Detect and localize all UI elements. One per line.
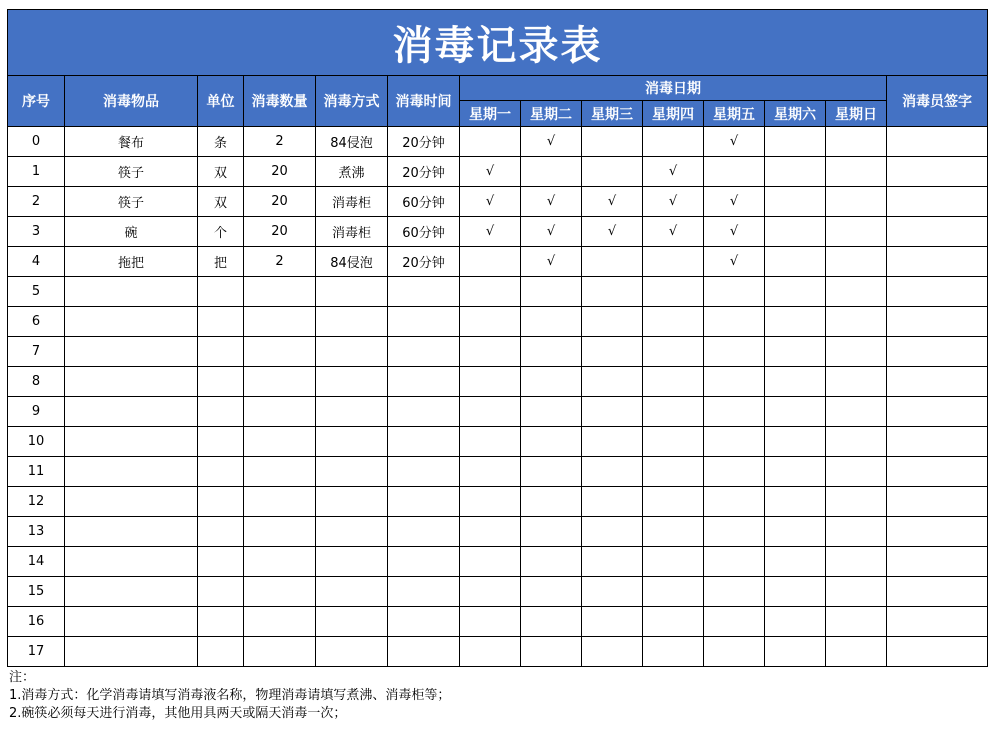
table-row (8, 277, 988, 307)
cell-day-monday[interactable] (460, 607, 521, 637)
cell-signer[interactable] (887, 307, 988, 337)
cell-day-monday[interactable] (460, 457, 521, 487)
cell-item[interactable] (65, 397, 198, 427)
cell-day-tuesday[interactable] (521, 487, 582, 517)
header-day-sunday[interactable]: 星期日 (826, 101, 887, 127)
notes-heading: 注： (9, 670, 36, 685)
cell-day-wednesday[interactable] (582, 337, 643, 367)
cell-day-sunday[interactable] (826, 487, 887, 517)
cell-day-wednesday[interactable] (582, 277, 643, 307)
cell-day-sunday[interactable] (826, 577, 887, 607)
cell-signer[interactable] (887, 187, 988, 217)
cell-method[interactable] (316, 607, 388, 637)
cell-day-tuesday[interactable] (521, 517, 582, 547)
record-table (7, 9, 988, 667)
cell-day-tuesday[interactable] (521, 337, 582, 367)
cell-item[interactable]: 筷子 (65, 157, 198, 187)
cell-seq[interactable]: 9 (8, 397, 65, 427)
cell-day-sunday[interactable] (826, 157, 887, 187)
header-item[interactable]: 消毒物品 (65, 76, 198, 127)
cell-seq[interactable]: 3 (8, 217, 65, 247)
cell-day-sunday[interactable] (826, 307, 887, 337)
cell-day-friday[interactable]: √ (704, 247, 765, 277)
cell-seq[interactable]: 10 (8, 427, 65, 457)
disinfection-record-sheet (7, 9, 987, 667)
cell-duration[interactable] (388, 367, 460, 397)
cell-item[interactable]: 拖把 (65, 247, 198, 277)
cell-day-wednesday[interactable] (582, 487, 643, 517)
cell-day-thursday[interactable] (643, 307, 704, 337)
cell-unit[interactable] (198, 427, 244, 457)
cell-day-thursday[interactable]: √ (643, 187, 704, 217)
cell-unit[interactable]: 条 (198, 127, 244, 157)
cell-day-saturday[interactable] (765, 187, 826, 217)
cell-day-sunday[interactable] (826, 607, 887, 637)
cell-item[interactable]: 餐布 (65, 127, 198, 157)
cell-unit[interactable] (198, 607, 244, 637)
cell-day-monday[interactable]: √ (460, 157, 521, 187)
cell-duration[interactable] (388, 577, 460, 607)
cell-day-thursday[interactable] (643, 487, 704, 517)
cell-item[interactable] (65, 577, 198, 607)
cell-item[interactable] (65, 307, 198, 337)
cell-signer[interactable] (887, 157, 988, 187)
cell-day-sunday[interactable] (826, 217, 887, 247)
cell-signer[interactable] (887, 547, 988, 577)
cell-signer[interactable] (887, 277, 988, 307)
cell-day-saturday[interactable] (765, 277, 826, 307)
cell-quantity[interactable]: 20 (244, 217, 316, 247)
table-row (8, 187, 988, 217)
header-day-tuesday[interactable]: 星期二 (521, 101, 582, 127)
cell-unit[interactable] (198, 517, 244, 547)
cell-day-wednesday[interactable] (582, 637, 643, 667)
cell-signer[interactable] (887, 637, 988, 667)
cell-item[interactable]: 筷子 (65, 187, 198, 217)
cell-day-thursday[interactable] (643, 547, 704, 577)
cell-day-tuesday[interactable] (521, 607, 582, 637)
cell-day-wednesday[interactable] (582, 127, 643, 157)
header-day-wednesday[interactable]: 星期三 (582, 101, 643, 127)
cell-item[interactable] (65, 487, 198, 517)
cell-signer[interactable] (887, 367, 988, 397)
cell-day-monday[interactable] (460, 307, 521, 337)
table-row (8, 427, 988, 457)
cell-quantity[interactable] (244, 487, 316, 517)
cell-day-thursday[interactable] (643, 427, 704, 457)
table-row (8, 487, 988, 517)
cell-duration[interactable]: 60分钟 (388, 187, 460, 217)
cell-day-tuesday[interactable] (521, 277, 582, 307)
cell-method[interactable] (316, 547, 388, 577)
cell-day-wednesday[interactable] (582, 307, 643, 337)
cell-seq[interactable]: 5 (8, 277, 65, 307)
cell-day-friday[interactable]: √ (704, 217, 765, 247)
table-row (8, 397, 988, 427)
cell-item[interactable] (65, 547, 198, 577)
cell-unit[interactable] (198, 277, 244, 307)
cell-day-saturday[interactable] (765, 427, 826, 457)
cell-day-friday[interactable] (704, 337, 765, 367)
cell-method[interactable]: 84侵泡 (316, 247, 388, 277)
cell-day-thursday[interactable] (643, 397, 704, 427)
cell-day-wednesday[interactable] (582, 427, 643, 457)
cell-day-wednesday[interactable] (582, 457, 643, 487)
cell-day-tuesday[interactable] (521, 367, 582, 397)
cell-day-tuesday[interactable] (521, 577, 582, 607)
sheet-title[interactable]: 消毒记录表 (8, 10, 988, 76)
cell-day-friday[interactable] (704, 607, 765, 637)
cell-day-sunday[interactable] (826, 517, 887, 547)
table-row (8, 457, 988, 487)
cell-day-sunday[interactable] (826, 547, 887, 577)
cell-duration[interactable] (388, 307, 460, 337)
cell-day-monday[interactable] (460, 367, 521, 397)
table-body (8, 127, 988, 667)
cell-day-thursday[interactable] (643, 637, 704, 667)
cell-unit[interactable] (198, 577, 244, 607)
cell-day-tuesday[interactable] (521, 637, 582, 667)
cell-unit[interactable] (198, 307, 244, 337)
header-day-saturday[interactable]: 星期六 (765, 101, 826, 127)
cell-unit[interactable]: 双 (198, 187, 244, 217)
cell-day-monday[interactable]: √ (460, 217, 521, 247)
cell-signer[interactable] (887, 127, 988, 157)
cell-day-sunday[interactable] (826, 457, 887, 487)
cell-day-friday[interactable] (704, 367, 765, 397)
cell-day-thursday[interactable]: √ (643, 217, 704, 247)
cell-day-tuesday[interactable]: √ (521, 127, 582, 157)
cell-day-wednesday[interactable] (582, 367, 643, 397)
table-row (8, 337, 988, 367)
cell-day-friday[interactable] (704, 427, 765, 457)
cell-day-saturday[interactable] (765, 607, 826, 637)
cell-day-wednesday[interactable] (582, 247, 643, 277)
cell-day-friday[interactable] (704, 517, 765, 547)
cell-duration[interactable]: 20分钟 (388, 127, 460, 157)
cell-day-tuesday[interactable]: √ (521, 187, 582, 217)
cell-duration[interactable] (388, 337, 460, 367)
table-row (8, 607, 988, 637)
cell-method[interactable] (316, 427, 388, 457)
cell-day-wednesday[interactable] (582, 607, 643, 637)
cell-seq[interactable]: 15 (8, 577, 65, 607)
cell-day-thursday[interactable] (643, 277, 704, 307)
table-row (8, 517, 988, 547)
table-row (8, 577, 988, 607)
cell-unit[interactable] (198, 397, 244, 427)
cell-day-thursday[interactable] (643, 607, 704, 637)
cell-quantity[interactable]: 2 (244, 127, 316, 157)
cell-day-wednesday[interactable] (582, 397, 643, 427)
cell-seq[interactable]: 7 (8, 337, 65, 367)
cell-seq[interactable]: 2 (8, 187, 65, 217)
cell-day-saturday[interactable] (765, 337, 826, 367)
cell-seq[interactable]: 1 (8, 157, 65, 187)
cell-quantity[interactable]: 20 (244, 187, 316, 217)
cell-day-wednesday[interactable] (582, 577, 643, 607)
cell-day-tuesday[interactable] (521, 547, 582, 577)
header-day-monday[interactable]: 星期一 (460, 101, 521, 127)
cell-unit[interactable] (198, 337, 244, 367)
cell-day-monday[interactable] (460, 277, 521, 307)
notes-section (9, 669, 450, 723)
cell-signer[interactable] (887, 517, 988, 547)
cell-seq[interactable]: 0 (8, 127, 65, 157)
table-row (8, 547, 988, 577)
cell-day-sunday[interactable] (826, 277, 887, 307)
cell-day-friday[interactable]: √ (704, 127, 765, 157)
cell-day-monday[interactable]: √ (460, 187, 521, 217)
cell-day-monday[interactable] (460, 517, 521, 547)
header-disinfection-date[interactable]: 消毒日期 (460, 76, 887, 101)
cell-day-monday[interactable] (460, 577, 521, 607)
cell-day-saturday[interactable] (765, 487, 826, 517)
cell-duration[interactable] (388, 637, 460, 667)
cell-seq[interactable]: 11 (8, 457, 65, 487)
cell-day-tuesday[interactable]: √ (521, 217, 582, 247)
header-duration[interactable]: 消毒时间 (388, 76, 460, 127)
cell-seq[interactable]: 17 (8, 637, 65, 667)
cell-quantity[interactable] (244, 607, 316, 637)
cell-day-wednesday[interactable] (582, 157, 643, 187)
cell-day-saturday[interactable] (765, 547, 826, 577)
cell-method[interactable]: 煮沸 (316, 157, 388, 187)
cell-method[interactable]: 消毒柜 (316, 217, 388, 247)
cell-day-tuesday[interactable] (521, 427, 582, 457)
cell-quantity[interactable] (244, 547, 316, 577)
cell-day-saturday[interactable] (765, 367, 826, 397)
cell-method[interactable]: 消毒柜 (316, 187, 388, 217)
cell-day-thursday[interactable] (643, 337, 704, 367)
cell-day-friday[interactable] (704, 397, 765, 427)
cell-day-sunday[interactable] (826, 187, 887, 217)
cell-quantity[interactable] (244, 397, 316, 427)
cell-seq[interactable]: 12 (8, 487, 65, 517)
cell-quantity[interactable] (244, 367, 316, 397)
cell-method[interactable] (316, 637, 388, 667)
cell-seq[interactable]: 14 (8, 547, 65, 577)
cell-item[interactable] (65, 427, 198, 457)
cell-unit[interactable]: 把 (198, 247, 244, 277)
cell-day-tuesday[interactable] (521, 457, 582, 487)
cell-method[interactable] (316, 397, 388, 427)
cell-duration[interactable] (388, 547, 460, 577)
cell-item[interactable] (65, 277, 198, 307)
cell-duration[interactable] (388, 427, 460, 457)
cell-day-sunday[interactable] (826, 637, 887, 667)
cell-day-thursday[interactable] (643, 457, 704, 487)
cell-unit[interactable] (198, 457, 244, 487)
cell-day-saturday[interactable] (765, 127, 826, 157)
cell-seq[interactable]: 6 (8, 307, 65, 337)
cell-method[interactable] (316, 517, 388, 547)
cell-day-friday[interactable] (704, 157, 765, 187)
cell-quantity[interactable] (244, 577, 316, 607)
header-method[interactable]: 消毒方式 (316, 76, 388, 127)
cell-day-friday[interactable] (704, 457, 765, 487)
table-row (8, 217, 988, 247)
cell-unit[interactable]: 双 (198, 157, 244, 187)
cell-duration[interactable]: 60分钟 (388, 217, 460, 247)
cell-method[interactable] (316, 457, 388, 487)
cell-quantity[interactable] (244, 517, 316, 547)
cell-unit[interactable] (198, 637, 244, 667)
cell-unit[interactable] (198, 547, 244, 577)
cell-method[interactable] (316, 337, 388, 367)
cell-item[interactable]: 碗 (65, 217, 198, 247)
table-row (8, 637, 988, 667)
cell-day-saturday[interactable] (765, 637, 826, 667)
cell-day-friday[interactable] (704, 277, 765, 307)
cell-item[interactable] (65, 517, 198, 547)
cell-day-wednesday[interactable]: √ (582, 187, 643, 217)
cell-unit[interactable] (198, 487, 244, 517)
header-signer[interactable]: 消毒员签字 (887, 76, 988, 127)
header-day-thursday[interactable]: 星期四 (643, 101, 704, 127)
header-unit[interactable]: 单位 (198, 76, 244, 127)
cell-day-saturday[interactable] (765, 397, 826, 427)
cell-day-monday[interactable] (460, 487, 521, 517)
cell-method[interactable] (316, 577, 388, 607)
cell-day-saturday[interactable] (765, 217, 826, 247)
cell-signer[interactable] (887, 247, 988, 277)
cell-day-tuesday[interactable] (521, 157, 582, 187)
cell-method[interactable]: 84侵泡 (316, 127, 388, 157)
cell-seq[interactable]: 13 (8, 517, 65, 547)
cell-day-sunday[interactable] (826, 397, 887, 427)
cell-method[interactable] (316, 277, 388, 307)
cell-signer[interactable] (887, 397, 988, 427)
cell-day-saturday[interactable] (765, 457, 826, 487)
cell-day-thursday[interactable]: √ (643, 157, 704, 187)
cell-day-tuesday[interactable]: √ (521, 247, 582, 277)
cell-day-wednesday[interactable] (582, 547, 643, 577)
header-seq[interactable]: 序号 (8, 76, 65, 127)
cell-seq[interactable]: 8 (8, 367, 65, 397)
cell-signer[interactable] (887, 457, 988, 487)
cell-quantity[interactable] (244, 427, 316, 457)
cell-duration[interactable] (388, 277, 460, 307)
cell-method[interactable] (316, 367, 388, 397)
cell-signer[interactable] (887, 217, 988, 247)
cell-day-monday[interactable] (460, 637, 521, 667)
cell-unit[interactable]: 个 (198, 217, 244, 247)
cell-quantity[interactable]: 20 (244, 157, 316, 187)
cell-day-friday[interactable] (704, 637, 765, 667)
table-row (8, 367, 988, 397)
notes-line-1: 1.消毒方式：化学消毒请填写消毒液名称，物理消毒请填写煮沸、消毒柜等； (9, 688, 451, 703)
notes-line-2: 2.碗筷必须每天进行消毒，其他用具两天或隔天消毒一次； (9, 706, 347, 721)
cell-day-friday[interactable] (704, 307, 765, 337)
table-row (8, 307, 988, 337)
cell-day-saturday[interactable] (765, 577, 826, 607)
cell-quantity[interactable] (244, 337, 316, 367)
cell-quantity[interactable] (244, 637, 316, 667)
cell-seq[interactable]: 16 (8, 607, 65, 637)
cell-day-sunday[interactable] (826, 367, 887, 397)
cell-duration[interactable]: 20分钟 (388, 157, 460, 187)
cell-signer[interactable] (887, 607, 988, 637)
cell-day-saturday[interactable] (765, 307, 826, 337)
cell-signer[interactable] (887, 337, 988, 367)
cell-day-wednesday[interactable]: √ (582, 217, 643, 247)
cell-day-monday[interactable] (460, 547, 521, 577)
cell-day-wednesday[interactable] (582, 517, 643, 547)
cell-duration[interactable] (388, 457, 460, 487)
cell-day-monday[interactable] (460, 337, 521, 367)
cell-signer[interactable] (887, 427, 988, 457)
cell-method[interactable] (316, 307, 388, 337)
cell-day-sunday[interactable] (826, 247, 887, 277)
cell-day-sunday[interactable] (826, 337, 887, 367)
cell-day-saturday[interactable] (765, 517, 826, 547)
cell-duration[interactable] (388, 607, 460, 637)
cell-day-saturday[interactable] (765, 157, 826, 187)
cell-item[interactable] (65, 607, 198, 637)
cell-item[interactable] (65, 637, 198, 667)
table-row (8, 247, 988, 277)
cell-duration[interactable] (388, 517, 460, 547)
cell-day-tuesday[interactable] (521, 307, 582, 337)
cell-item[interactable] (65, 337, 198, 367)
cell-duration[interactable]: 20分钟 (388, 247, 460, 277)
cell-method[interactable] (316, 487, 388, 517)
cell-duration[interactable] (388, 397, 460, 427)
cell-day-friday[interactable]: √ (704, 187, 765, 217)
cell-day-monday[interactable] (460, 397, 521, 427)
cell-day-sunday[interactable] (826, 127, 887, 157)
table-row (8, 157, 988, 187)
cell-day-tuesday[interactable] (521, 397, 582, 427)
table-row (8, 127, 988, 157)
cell-item[interactable] (65, 367, 198, 397)
cell-duration[interactable] (388, 487, 460, 517)
cell-signer[interactable] (887, 487, 988, 517)
cell-quantity[interactable] (244, 457, 316, 487)
cell-item[interactable] (65, 457, 198, 487)
cell-quantity[interactable] (244, 277, 316, 307)
header-day-friday[interactable]: 星期五 (704, 101, 765, 127)
cell-day-sunday[interactable] (826, 427, 887, 457)
header-quantity[interactable]: 消毒数量 (244, 76, 316, 127)
cell-signer[interactable] (887, 577, 988, 607)
cell-day-thursday[interactable] (643, 247, 704, 277)
cell-day-thursday[interactable] (643, 127, 704, 157)
cell-seq[interactable]: 4 (8, 247, 65, 277)
cell-day-thursday[interactable] (643, 367, 704, 397)
cell-day-monday[interactable] (460, 427, 521, 457)
cell-day-monday[interactable] (460, 127, 521, 157)
cell-day-friday[interactable] (704, 547, 765, 577)
cell-day-thursday[interactable] (643, 517, 704, 547)
cell-day-friday[interactable] (704, 487, 765, 517)
cell-day-friday[interactable] (704, 577, 765, 607)
cell-day-saturday[interactable] (765, 247, 826, 277)
cell-quantity[interactable] (244, 307, 316, 337)
cell-unit[interactable] (198, 367, 244, 397)
cell-day-thursday[interactable] (643, 577, 704, 607)
cell-quantity[interactable]: 2 (244, 247, 316, 277)
cell-day-monday[interactable] (460, 247, 521, 277)
